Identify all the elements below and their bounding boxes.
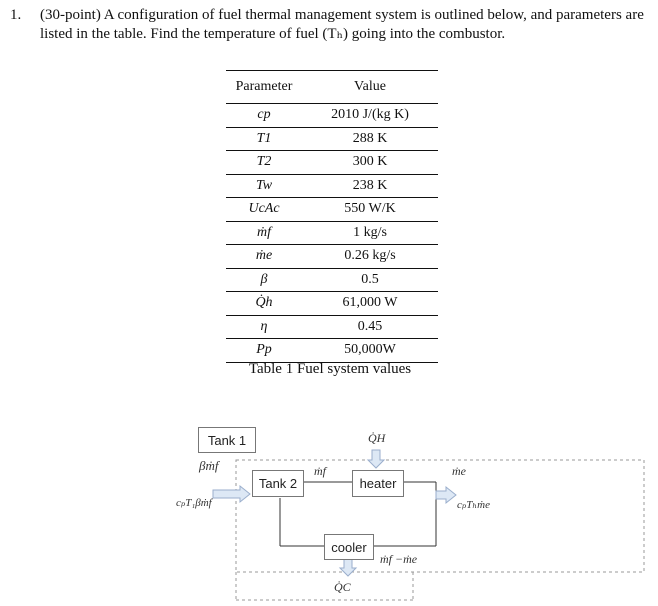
- value-t2: 300 K: [302, 151, 438, 175]
- parameter-table: [226, 70, 438, 363]
- value-mf: 1 kg/s: [302, 221, 438, 245]
- table-row: [226, 315, 438, 339]
- param-t2: T2: [226, 151, 302, 175]
- value-cp: 2010 J/(kg K): [302, 104, 438, 128]
- value-beta: 0.5: [302, 268, 438, 292]
- param-qh: Q̇h: [226, 292, 302, 316]
- value-ucac: 550 W/K: [302, 198, 438, 222]
- param-tw: Tw: [226, 174, 302, 198]
- question-number: 1.: [10, 7, 22, 23]
- label-mf-minus-me: ṁf −ṁe: [380, 552, 418, 566]
- arrow-fuel-out: [436, 487, 456, 503]
- param-me: ṁe: [226, 245, 302, 269]
- param-ucac: UcAc: [226, 198, 302, 222]
- table-caption: Table 1 Fuel system values: [248, 361, 412, 377]
- tank1-box: Tank 1: [198, 427, 256, 453]
- table-row: [226, 221, 438, 245]
- table-row: [226, 104, 438, 128]
- heater-box: heater: [352, 470, 404, 497]
- value-t1: 288 K: [302, 127, 438, 151]
- table-row: [226, 245, 438, 269]
- header-parameter: Parameter: [226, 71, 302, 104]
- table-row: [226, 339, 438, 363]
- table-row: [226, 198, 438, 222]
- table-row: [226, 268, 438, 292]
- label-mf: ṁf: [314, 464, 326, 478]
- param-pp: Pp: [226, 339, 302, 363]
- table-row: [226, 127, 438, 151]
- diagram-lines: [0, 400, 658, 606]
- tank2-box: Tank 2: [252, 470, 304, 497]
- table-row: [226, 174, 438, 198]
- arrow-tank1-to-tank2: [213, 486, 250, 502]
- question-text: (30-point) A configuration of fuel thermal management system is outlined below, and parameters are listed in the table. Find the temperature of fuel (Tₕ) going into the combustor.: [40, 7, 644, 42]
- value-qh: 61,000 W: [302, 292, 438, 316]
- value-pp: 50,000W: [302, 339, 438, 363]
- label-qh: Q̇H: [368, 431, 386, 445]
- header-value: Value: [302, 71, 438, 104]
- value-me: 0.26 kg/s: [302, 245, 438, 269]
- table-header-row: [226, 71, 438, 104]
- param-eta: η: [226, 315, 302, 339]
- label-beta-mf: βṁf: [199, 458, 219, 473]
- label-qc: Q̇C: [334, 580, 351, 594]
- cooler-box: cooler: [324, 534, 374, 560]
- label-me: ṁe: [452, 464, 466, 478]
- table-row: [226, 292, 438, 316]
- fuel-system-diagram: [0, 400, 658, 606]
- param-mf: ṁf: [226, 221, 302, 245]
- label-cp-t1-beta-mf: cₚT₁βṁf: [176, 497, 212, 509]
- value-tw: 238 K: [302, 174, 438, 198]
- param-cp: cp: [226, 104, 302, 128]
- arrow-qh-in: [368, 450, 384, 468]
- param-beta: β: [226, 268, 302, 292]
- value-eta: 0.45: [302, 315, 438, 339]
- param-t1: T1: [226, 127, 302, 151]
- table-row: [226, 151, 438, 175]
- label-cp-th-me: cₚTₕṁe: [457, 499, 490, 511]
